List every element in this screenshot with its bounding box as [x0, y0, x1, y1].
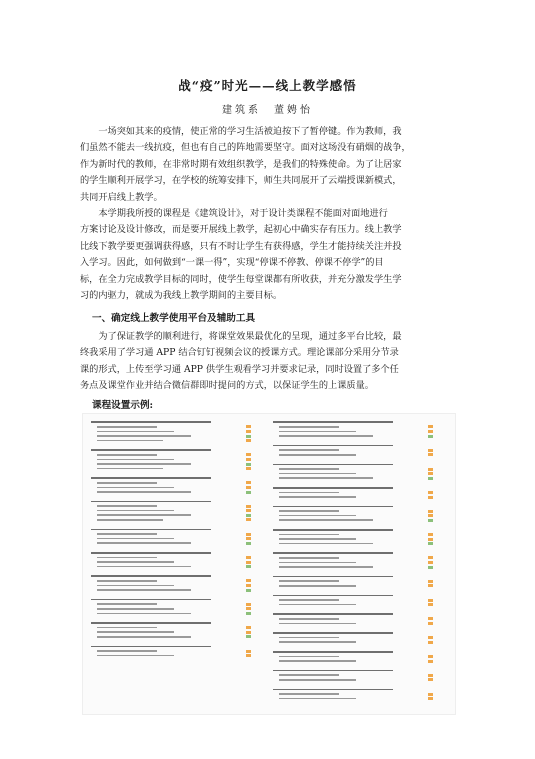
outline-item	[273, 476, 443, 481]
outline-item	[91, 438, 261, 443]
task-marker-icon	[246, 589, 251, 592]
task-marker-icon	[428, 599, 433, 602]
task-marker-icon	[246, 626, 251, 629]
task-marker-icon	[428, 580, 433, 583]
task-marker-icon	[246, 439, 251, 442]
task-marker-icon	[428, 655, 433, 658]
outline-chapter	[273, 420, 443, 438]
task-marker-icon	[428, 603, 433, 606]
outline-item	[91, 564, 261, 569]
outline-item	[273, 495, 443, 500]
task-marker-icon	[428, 566, 433, 569]
outline-column-right	[273, 420, 443, 706]
task-marker-icon	[246, 654, 251, 657]
outline-column-left	[91, 420, 261, 663]
outline-chapter	[273, 504, 443, 522]
task-marker-icon	[428, 435, 433, 438]
task-marker-icon	[428, 556, 433, 559]
task-marker-icon	[428, 542, 433, 545]
task-marker-icon	[246, 537, 251, 540]
paragraph-line: 习的内驱力，就成为我线上教学期间的主要目标。	[80, 290, 283, 302]
outline-chapter	[273, 462, 443, 480]
task-marker-icon	[428, 519, 433, 522]
paragraph-line: 本学期我所授的课程是《建筑设计》，对于设计类课程不能面对面地进行	[80, 208, 388, 219]
outline-item	[273, 621, 443, 626]
outline-chapter	[273, 668, 443, 682]
outline-item	[91, 541, 261, 546]
outline-item	[91, 490, 261, 495]
task-marker-icon	[428, 693, 433, 696]
outline-chapter	[91, 476, 261, 494]
task-marker-icon	[246, 509, 251, 512]
task-marker-icon	[428, 584, 433, 587]
paragraph-line: 一场突如其来的疫情，使正常的学习生活被迫按下了暂停键。作为教师，我	[80, 126, 402, 137]
paragraph-line: 的学生顺利开展学习，在学校的统筹安排下，师生共同展开了云端授课新模式，	[80, 175, 402, 187]
task-marker-icon	[428, 617, 433, 620]
paragraph-line: 标，在全力完成教学目标的同时，使学生每堂课都有所收获，并充分激发学生学	[80, 273, 402, 285]
paragraph-platform	[80, 329, 456, 395]
task-marker-icon	[246, 603, 251, 606]
task-marker-icon	[246, 514, 251, 517]
outline-chapter	[91, 574, 261, 592]
paragraph-line: 终我采用了学习通 APP 结合钉钉视频会议的授课方式。理论课部分采用分节录	[80, 347, 399, 359]
task-marker-icon	[428, 472, 433, 475]
outline-item	[273, 696, 443, 701]
task-marker-icon	[428, 468, 433, 471]
paragraph-line: 方案讨论及设计修改，而是要开展线上教学，起初心中确实存有压力。线上教学	[80, 224, 402, 236]
task-marker-icon	[428, 514, 433, 517]
course-outline-screenshot	[82, 413, 456, 715]
outline-chapter	[273, 486, 443, 500]
task-marker-icon	[246, 425, 251, 428]
task-marker-icon	[246, 481, 251, 484]
outline-chapter	[273, 551, 443, 569]
outline-item	[91, 588, 261, 593]
outline-item	[91, 466, 261, 471]
document-title: 战“疫”时光——线上教学感悟	[178, 78, 357, 93]
task-marker-icon	[428, 496, 433, 499]
task-marker-icon	[246, 453, 251, 456]
paragraph-line: 为了保证教学的顺利进行，将课堂效果最优化的呈现，通过多平台比较，最	[80, 331, 402, 342]
outline-item	[273, 434, 443, 439]
task-marker-icon	[428, 425, 433, 428]
outline-chapter	[91, 527, 261, 545]
outline-chapter	[273, 631, 443, 645]
task-marker-icon	[428, 636, 433, 639]
outline-item	[273, 541, 443, 546]
task-marker-icon	[246, 467, 251, 470]
outline-chapter	[91, 551, 261, 569]
outline-chapter	[273, 650, 443, 664]
task-marker-icon	[246, 518, 251, 521]
task-marker-icon	[428, 678, 433, 681]
outline-chapter	[273, 593, 443, 607]
paragraph-line: 入学习。因此，如何做到“一课一得”，实现“停课不停教、停课不停学”的目	[80, 257, 384, 269]
task-marker-icon	[246, 579, 251, 582]
outline-chapter	[273, 612, 443, 626]
outline-chapter	[273, 574, 443, 588]
paragraph-line: 共同开启线上教学。	[80, 191, 163, 203]
task-marker-icon	[428, 697, 433, 700]
task-marker-icon	[246, 505, 251, 508]
task-marker-icon	[246, 635, 251, 638]
outline-item	[91, 653, 261, 658]
paragraph-line: 作为新时代的教师，在非常时期有效组织教学，是我们的特殊使命。为了让居家	[80, 158, 402, 170]
task-marker-icon	[246, 542, 251, 545]
task-marker-icon	[246, 612, 251, 615]
outline-chapter	[273, 443, 443, 457]
example-heading: 课程设置示例:	[92, 400, 154, 411]
outline-chapter	[91, 597, 261, 615]
task-marker-icon	[428, 641, 433, 644]
author-line: 建筑系 董娉怡	[222, 105, 313, 116]
task-marker-icon	[246, 430, 251, 433]
section-heading: 一、确定线上教学使用平台及辅助工具	[92, 313, 256, 324]
paragraph-course	[80, 206, 456, 304]
outline-item	[273, 640, 443, 645]
task-marker-icon	[428, 453, 433, 456]
outline-item	[273, 565, 443, 570]
task-marker-icon	[428, 660, 433, 663]
outline-item	[273, 659, 443, 664]
task-marker-icon	[428, 538, 433, 541]
outline-chapter	[273, 687, 443, 701]
outline-item	[273, 602, 443, 607]
task-marker-icon	[428, 561, 433, 564]
task-marker-icon	[246, 486, 251, 489]
task-marker-icon	[428, 622, 433, 625]
task-marker-icon	[246, 533, 251, 536]
task-marker-icon	[246, 491, 251, 494]
task-marker-icon	[428, 674, 433, 677]
task-marker-icon	[246, 584, 251, 587]
task-marker-icon	[246, 458, 251, 461]
task-marker-icon	[428, 533, 433, 536]
task-marker-icon	[246, 561, 251, 564]
task-marker-icon	[246, 435, 251, 438]
task-marker-icon	[246, 463, 251, 466]
task-marker-icon	[246, 565, 251, 568]
outline-chapter	[91, 499, 261, 522]
task-marker-icon	[246, 556, 251, 559]
outline-chapter	[91, 420, 261, 443]
paragraph-intro	[80, 124, 456, 206]
task-marker-icon	[246, 607, 251, 610]
task-marker-icon	[428, 491, 433, 494]
task-marker-icon	[428, 477, 433, 480]
outline-item	[91, 518, 261, 523]
outline-chapter	[91, 644, 261, 658]
outline-chapter	[273, 528, 443, 546]
outline-item	[273, 453, 443, 458]
outline-item	[91, 635, 261, 640]
task-marker-icon	[246, 650, 251, 653]
task-marker-icon	[428, 510, 433, 513]
task-marker-icon	[428, 449, 433, 452]
paragraph-line: 务点及课堂作业并结合微信群即时提问的方式，以保证学生的上课质量。	[80, 380, 374, 392]
outline-item	[273, 518, 443, 523]
outline-chapter	[91, 621, 261, 639]
task-marker-icon	[428, 430, 433, 433]
outline-item	[91, 611, 261, 616]
paragraph-line: 们虽然不能去一线抗疫，但也有自己的阵地需要坚守。面对这场没有硝烟的战争，	[80, 142, 411, 154]
outline-item	[273, 678, 443, 683]
outline-chapter	[91, 448, 261, 471]
task-marker-icon	[246, 631, 251, 634]
outline-item	[273, 584, 443, 589]
paragraph-line: 比线下教学要更强调获得感，只有不时让学生有获得感，学生才能持续关注并投	[80, 240, 402, 252]
paragraph-line: 课的形式，上传至学习通 APP 供学生观看学习并要求记录，同时设置了多个任	[80, 363, 399, 375]
